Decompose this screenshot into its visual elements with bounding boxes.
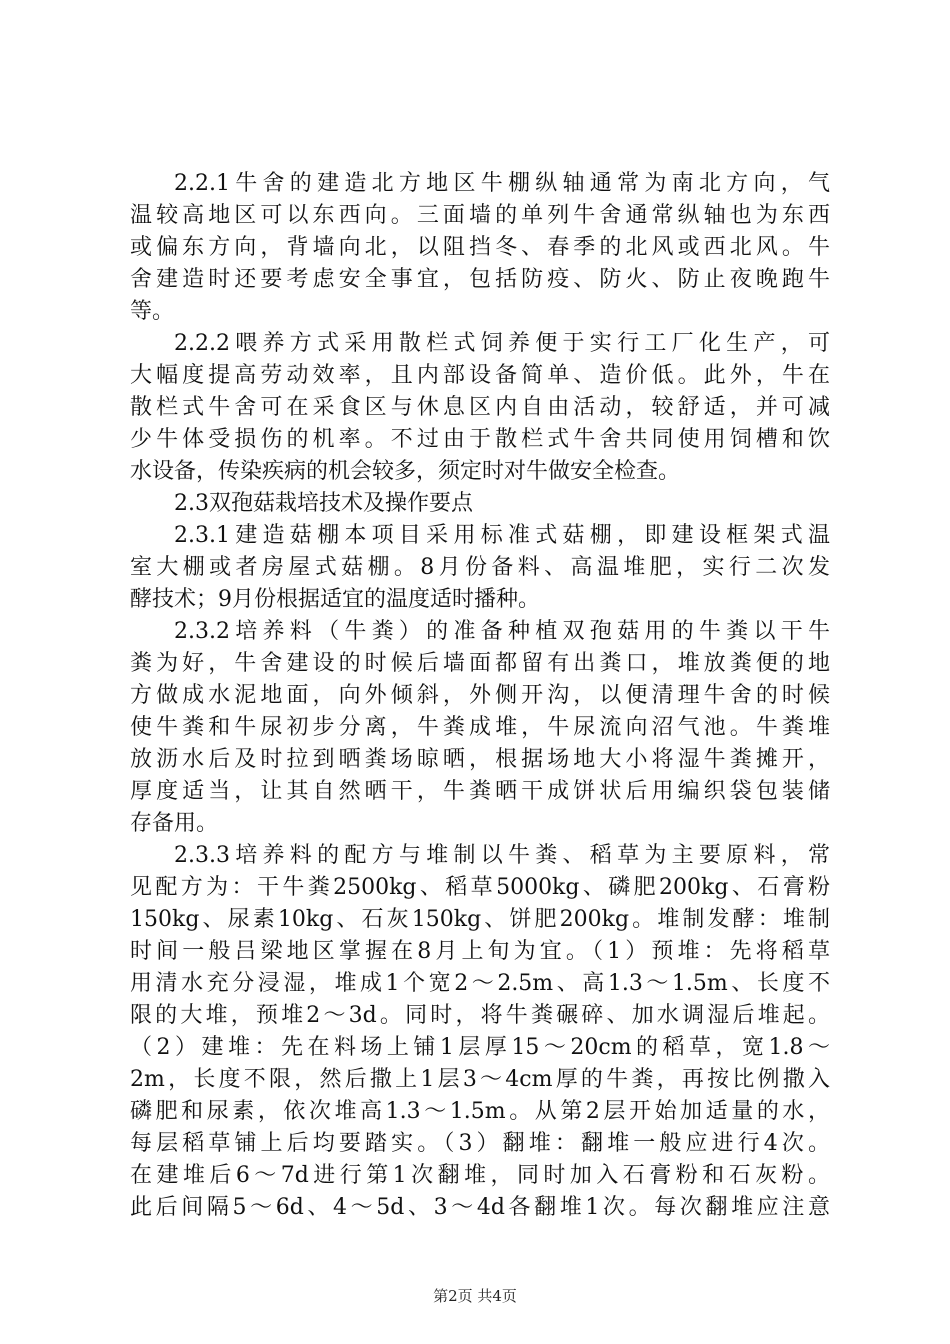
- page-number-footer: 第2页 共4页: [433, 1287, 517, 1305]
- text-line: 或偏东方向，背墙向北，以阻挡冬、春季的北风或西北风。牛: [130, 235, 830, 260]
- text-line: 在建堆后6～7d进行第1次翻堆，同时加入石膏粉和石灰粉。: [130, 1163, 830, 1188]
- text-line: 方做成水泥地面，向外倾斜，外侧开沟，以便清理牛舍的时候: [130, 683, 830, 708]
- text-line: 150kg、尿素10kg、石灰150kg、饼肥200kg。堆制发酵：堆制: [130, 907, 830, 932]
- text-line: 2.3双孢菇栽培技术及操作要点: [174, 491, 473, 516]
- text-line: 2.3.3培养料的配方与堆制以牛粪、稻草为主要原料，常: [174, 843, 830, 868]
- text-line: 等。: [130, 299, 175, 324]
- text-line: 每层稻草铺上后均要踏实。（3）翻堆：翻堆一般应进行4次。: [130, 1131, 830, 1156]
- text-line: （2）建堆：先在料场上铺1层厚15～20cm的稻草，宽1.8～: [130, 1035, 830, 1060]
- text-line: 放沥水后及时拉到晒粪场晾晒，根据场地大小将湿牛粪摊开，: [130, 747, 830, 772]
- text-line: 磷肥和尿素，依次堆高1.3～1.5m。从第2层开始加适量的水，: [130, 1099, 830, 1124]
- text-line: 粪为好，牛舍建设的时候后墙面都留有出粪口，堆放粪便的地: [130, 651, 830, 676]
- text-line: 用清水充分浸湿，堆成1个宽2～2.5m、高1.3～1.5m、长度不: [130, 971, 830, 996]
- text-line: 大幅度提高劳动效率，且内部设备简单、造价低。此外，牛在: [130, 363, 830, 388]
- text-line: 使牛粪和牛尿初步分离，牛粪成堆，牛尿流向沼气池。牛粪堆: [130, 715, 830, 740]
- text-line: 2.2.1牛舍的建造北方地区牛棚纵轴通常为南北方向，气: [174, 171, 830, 196]
- text-line: 厚度适当，让其自然晒干，牛粪晒干成饼状后用编织袋包装储: [130, 779, 830, 804]
- text-line: 2.2.2喂养方式采用散栏式饲养便于实行工厂化生产，可: [174, 331, 830, 356]
- text-line: 舍建造时还要考虑安全事宜，包括防疫、防火、防止夜晚跑牛: [130, 267, 830, 292]
- text-line: 2.3.2培养料（牛粪）的准备种植双孢菇用的牛粪以干牛: [174, 619, 830, 644]
- text-line: 室大棚或者房屋式菇棚。8月份备料、高温堆肥，实行二次发: [130, 555, 830, 580]
- text-line: 水设备，传染疾病的机会较多，须定时对牛做安全检查。: [130, 459, 681, 484]
- text-line: 存备用。: [130, 811, 219, 836]
- text-line: 此后间隔5～6d、4～5d、3～4d各翻堆1次。每次翻堆应注意: [130, 1195, 830, 1220]
- text-line: 2m，长度不限，然后撒上1层3～4cm厚的牛粪，再按比例撒入: [130, 1067, 830, 1092]
- text-line: 时间一般吕梁地区掌握在8月上旬为宜。（1）预堆：先将稻草: [130, 939, 830, 964]
- text-line: 少牛体受损伤的机率。不过由于散栏式牛舍共同使用饲槽和饮: [130, 427, 830, 452]
- text-line: 2.3.1建造菇棚本项目采用标准式菇棚，即建设框架式温: [174, 523, 830, 548]
- document-body: [130, 168, 830, 1224]
- text-line: 见配方为：干牛粪2500kg、稻草5000kg、磷肥200kg、石膏粉: [130, 875, 830, 900]
- text-line: 温较高地区可以东西向。三面墙的单列牛舍通常纵轴也为东西: [130, 203, 830, 228]
- text-line: 酵技术；9月份根据适宜的温度适时播种。: [130, 587, 540, 612]
- text-line: 散栏式牛舍可在采食区与休息区内自由活动，较舒适，并可减: [130, 395, 830, 420]
- text-line: 限的大堆，预堆2～3d。同时，将牛粪碾碎、加水调湿后堆起。: [130, 1003, 830, 1028]
